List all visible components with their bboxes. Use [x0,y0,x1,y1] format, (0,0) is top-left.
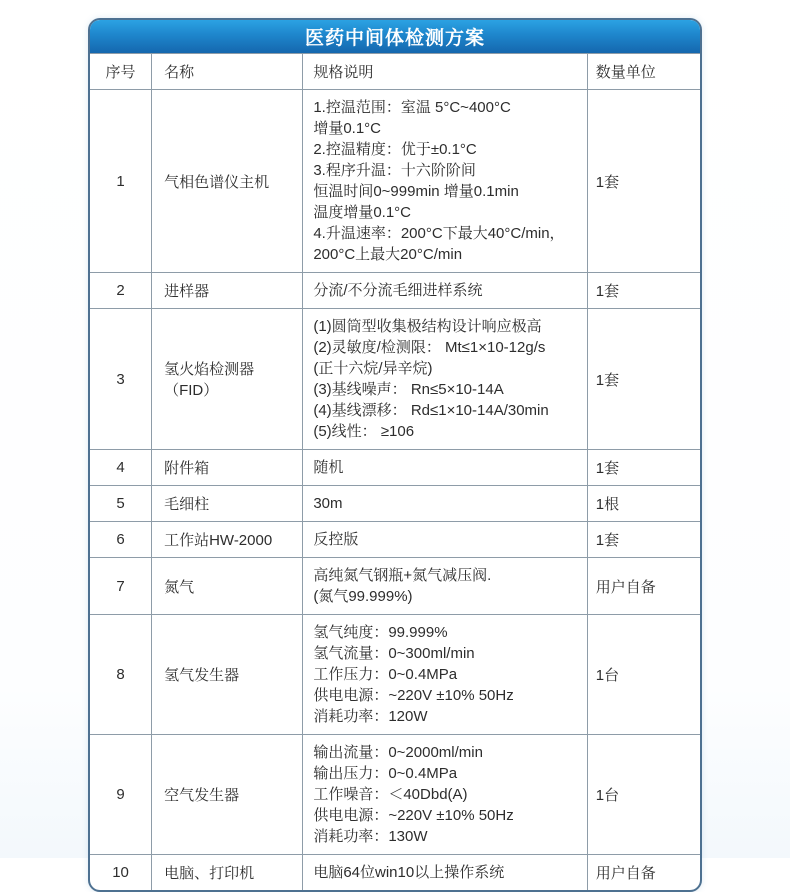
row-quantity-cell: 1套 [587,273,700,309]
row-name-cell: 气相色谱仪主机 [152,90,303,273]
row-name-cell: 电脑、打印机 [152,855,303,891]
row-spec-cell [303,450,587,486]
spec-line: 输出流量：0~2000ml/min [313,744,483,761]
row-quantity-cell: 用户自备 [587,855,700,891]
spec-line: 工作压力：0~0.4MPa [313,666,458,683]
row-number-cell: 4 [90,450,152,486]
row-number-cell: 6 [90,522,152,558]
table-title: 医药中间体检测方案 [304,28,485,49]
spec-line: (3)基线噪声： Rn≤5×10-14A [313,381,504,398]
row-number-cell: 2 [90,273,152,309]
spec-table [89,53,701,891]
row-quantity-cell: 1台 [587,735,700,855]
spec-line: 恒温时间0~999min 增量0.1min [313,183,519,200]
table-row [90,90,701,273]
spec-line: 氢气流量：0~300ml/min [313,645,475,662]
row-name-cell: 空气发生器 [152,735,303,855]
row-name-cell: 氢气发生器 [152,615,303,735]
table-row [90,522,701,558]
row-quantity-cell: 1套 [587,90,700,273]
spec-line: 供电电源：~220V ±10% 50Hz [313,807,514,824]
row-quantity-cell: 1套 [587,522,700,558]
spec-line: (5)线性： ≥106 [313,423,415,440]
row-number-cell: 1 [90,90,152,273]
table-title-bar [90,20,700,53]
row-quantity-cell: 1套 [587,450,700,486]
table-row [90,273,701,309]
row-spec-cell [303,615,587,735]
spec-line: 温度增量0.1°C [313,204,412,221]
row-name-cell: 工作站HW-2000 [152,522,303,558]
spec-line: 2.控温精度：优于±0.1°C [313,141,477,158]
table-row [90,615,701,735]
table-header-row [90,54,701,90]
row-spec-cell [303,309,587,450]
table-row [90,309,701,450]
row-name-cell: 氢火焰检测器（FID） [152,309,303,450]
spec-line: 供电电源：~220V ±10% 50Hz [313,687,514,704]
spec-line: 工作噪音：＜40Dbd(A) [313,786,468,803]
row-spec-cell [303,486,587,522]
spec-line: 3.程序升温：十六阶阶间 [313,162,476,179]
spec-line: 消耗功率：120W [313,708,428,725]
table-row [90,558,701,615]
row-spec-cell [303,558,587,615]
header-spec: 规格说明 [303,54,587,90]
spec-line: (2)灵敏度/检测限： Mt≤1×10-12g/s [313,339,546,356]
row-name-cell: 毛细柱 [152,486,303,522]
spec-line: 200°C上最大20°C/min [313,246,463,263]
row-spec-cell [303,273,587,309]
spec-line: 增量0.1°C [313,120,382,137]
row-name-cell: 氮气 [152,558,303,615]
row-spec-cell [303,735,587,855]
header-name: 名称 [152,54,303,90]
row-quantity-cell: 1台 [587,615,700,735]
spec-line: 随机 [313,459,344,476]
spec-line: 30m [313,495,343,512]
spec-line: 1.控温范围：室温 5°C~400°C [313,99,511,116]
spec-line: 4.升温速率：200°C下最大40°C/min， [313,225,565,242]
header-no: 序号 [90,54,152,90]
row-name-cell: 附件箱 [152,450,303,486]
row-quantity-cell: 1套 [587,309,700,450]
row-quantity-cell: 1根 [587,486,700,522]
row-spec-cell [303,855,587,891]
spec-line: (正十六烷/异辛烷) [313,360,433,377]
row-number-cell: 9 [90,735,152,855]
header-qty: 数量单位 [587,54,700,90]
row-number-cell: 5 [90,486,152,522]
row-number-cell: 3 [90,309,152,450]
row-number-cell: 8 [90,615,152,735]
row-number-cell: 7 [90,558,152,615]
spec-line: (1)圆筒型收集极结构设计响应极高 [313,318,542,335]
table-row [90,450,701,486]
spec-line: 氢气纯度：99.999% [313,624,448,641]
spec-line: 高纯氮气钢瓶+氮气减压阀. [313,567,492,584]
spec-line: 输出压力：0~0.4MPa [313,765,458,782]
table-row [90,486,701,522]
table-row [90,735,701,855]
spec-table-card [88,18,702,892]
spec-line: (4)基线漂移： Rd≤1×10-14A/30min [313,402,549,419]
table-body [90,90,701,891]
row-name-cell: 进样器 [152,273,303,309]
row-quantity-cell: 用户自备 [587,558,700,615]
row-spec-cell [303,522,587,558]
spec-line: 电脑64位win10以上操作系统 [313,864,505,881]
row-spec-cell [303,90,587,273]
spec-line: 反控版 [313,531,359,548]
spec-line: (氮气99.999%) [313,588,413,605]
spec-line: 分流/不分流毛细进样系统 [313,282,483,299]
table-row [90,855,701,891]
spec-line: 消耗功率：130W [313,828,428,845]
row-number-cell: 10 [90,855,152,891]
